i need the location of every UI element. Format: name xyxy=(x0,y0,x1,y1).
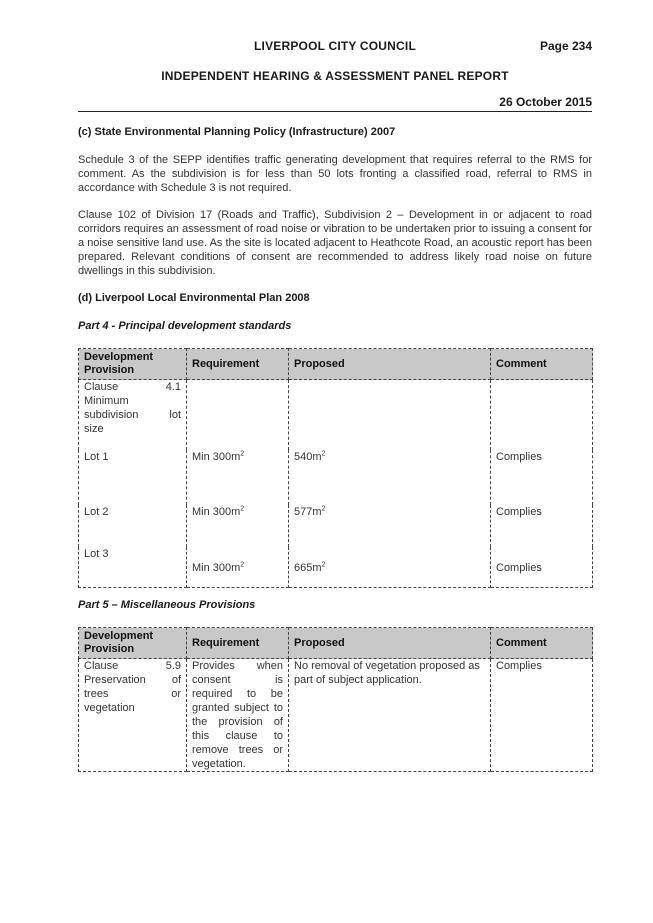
clause-line: Preservation of xyxy=(84,674,181,686)
report-title: INDEPENDENT HEARING & ASSESSMENT PANEL REPORT xyxy=(161,69,509,83)
clause-line: Clause 4.1 xyxy=(84,381,181,393)
clause-line: trees or xyxy=(84,688,181,700)
proposed-cell: $540m^2$ xyxy=(289,450,491,505)
part5-heading: Part 5 – Miscellaneous Provisions xyxy=(78,599,256,611)
table-row xyxy=(79,450,593,505)
table-row xyxy=(79,547,593,588)
column-header: Requirement xyxy=(187,349,289,380)
clause-line: Minimum xyxy=(84,395,129,407)
requirement-cell: Min $300m^2$ xyxy=(187,505,289,547)
header-divider xyxy=(78,111,592,112)
proposed-cell: $577m^2$ xyxy=(289,505,491,547)
comment-cell: Complies xyxy=(491,505,593,547)
column-header: Proposed xyxy=(289,349,491,380)
page-number: Page 234 xyxy=(539,39,592,53)
part4-heading: Part 4 - Principal development standards xyxy=(78,320,292,332)
section-d-heading: (d) Liverpool Local Environmental Plan 2008 xyxy=(78,292,310,304)
council-name: LIVERPOOL CITY COUNCIL xyxy=(254,39,416,53)
section-c-paragraph-2: Clause 102 of Division 17 (Roads and Traffic), Subdivision 2 – Development in or adjacent to road corridors requires an assessment of road noise or vibration to be undertaken prior to issuing a consent for a noise sensitive land use. As the site is located adjacent to Heathcote Road, an acoustic report has been prepared. Relevant conditions of consent are recommended to address likely road noise on future dwellings in this subdivision. xyxy=(78,209,592,277)
column-header: Development Provision xyxy=(79,349,187,380)
proposed-cell: No removal of vegetation proposed as part of subject application. xyxy=(289,659,491,772)
lot-label: Lot 2 xyxy=(79,505,187,547)
part5-table xyxy=(78,627,593,772)
lot-label: Lot 1 xyxy=(79,450,187,505)
column-header: Comment xyxy=(491,628,593,659)
table-row xyxy=(79,505,593,547)
comment-cell: Complies xyxy=(491,450,593,505)
column-header: Development Provision xyxy=(79,628,187,659)
table-row xyxy=(79,659,593,772)
clause-line: vegetation xyxy=(84,702,135,714)
section-c-paragraph-1: Schedule 3 of the SEPP identifies traffic generating development that requires referral to the RMS for comment. As the subdivision is for less than 50 lots fronting a classified road, referral to RMS in accordance with Schedule 3 is not required. xyxy=(78,154,592,194)
column-header: Requirement xyxy=(187,628,289,659)
column-header: Proposed xyxy=(289,628,491,659)
requirement-cell: Provides when consent is required to be granted subject to the provision of this clause to remove trees or vegetation. xyxy=(187,659,289,772)
comment-cell: Complies xyxy=(491,659,593,772)
clause-line: subdivision lot xyxy=(84,409,181,421)
lot-label: Lot 3 xyxy=(79,547,187,588)
comment-cell: Complies xyxy=(491,547,593,588)
clause-cell xyxy=(79,659,187,772)
proposed-cell: $665m^2$ xyxy=(289,547,491,588)
requirement-cell: Min $300m^2$ xyxy=(187,450,289,505)
report-date: 26 October 2015 xyxy=(499,95,592,109)
clause-cell xyxy=(79,380,187,450)
section-c-heading: (c) State Environmental Planning Policy (Infrastructure) 2007 xyxy=(78,126,396,138)
column-header: Comment xyxy=(491,349,593,380)
clause-line: Clause 5.9 xyxy=(84,660,181,672)
table-header-row xyxy=(79,628,593,659)
requirement-cell: Min $300m^2$ xyxy=(187,547,289,588)
table-header-row xyxy=(79,349,593,380)
clause-line: size xyxy=(84,423,104,435)
table-row xyxy=(79,380,593,450)
part4-table xyxy=(78,348,593,588)
